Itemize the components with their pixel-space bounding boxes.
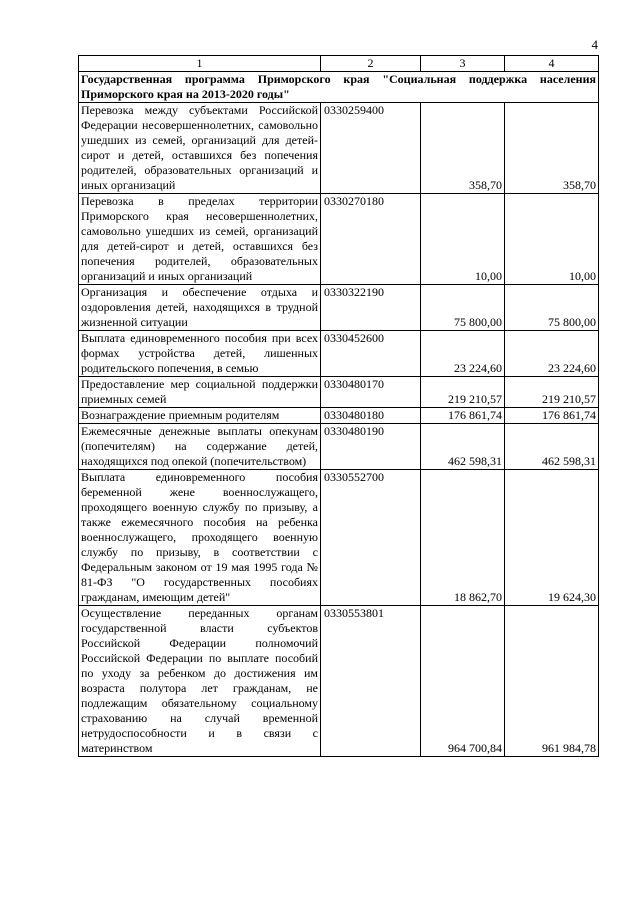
row-code: 0330480180 <box>321 408 421 424</box>
page-number: 4 <box>591 37 598 52</box>
row-name: Ежемесячные денежные выплаты опекунам (попечителям) на содержание детей, находящихся под опекой (попечительством) <box>79 424 321 470</box>
table-row <box>79 194 599 285</box>
table-row <box>79 424 599 470</box>
row-amount-col4: 19 624,30 <box>505 470 599 606</box>
row-amount-col4: 75 800,00 <box>505 285 599 331</box>
row-name: Перевозка между субъектами Российской Федерации несовершеннолетних, самовольно ушедших из семей, организаций для детей-сирот и детей, оставшихся без попечения родителей, образовательных организаций и иных организаций <box>79 103 321 194</box>
table-row <box>79 103 599 194</box>
row-amount-col3: 462 598,31 <box>421 424 505 470</box>
row-code: 0330553801 <box>321 606 421 757</box>
row-amount-col4: 462 598,31 <box>505 424 599 470</box>
table-row <box>79 377 599 408</box>
row-name: Вознаграждение приемным родителям <box>79 408 321 424</box>
row-name: Организация и обеспечение отдыха и оздоровления детей, находящихся в трудной жизненной ситуации <box>79 285 321 331</box>
row-amount-col3: 18 862,70 <box>421 470 505 606</box>
table-row <box>79 470 599 606</box>
row-amount-col3: 75 800,00 <box>421 285 505 331</box>
row-amount-col3: 10,00 <box>421 194 505 285</box>
row-name: Выплата единовременного пособия при всех формах устройства детей, лишенных родительского попечения, в семью <box>79 331 321 377</box>
column-header-3: 3 <box>421 56 505 72</box>
row-amount-col4: 176 861,74 <box>505 408 599 424</box>
column-header-row <box>79 56 599 72</box>
row-amount-col4: 358,70 <box>505 103 599 194</box>
row-name: Перевозка в пределах территории Приморского края несовершеннолетних, самовольно ушедших из семей, организаций для детей-сирот и детей, оставшихся без попечения родителей, образовательных организаций и иных организаций <box>79 194 321 285</box>
row-amount-col4: 10,00 <box>505 194 599 285</box>
row-amount-col3: 23 224,60 <box>421 331 505 377</box>
table-row <box>79 606 599 757</box>
table-row <box>79 331 599 377</box>
row-amount-col3: 358,70 <box>421 103 505 194</box>
row-amount-col3: 219 210,57 <box>421 377 505 408</box>
row-name: Выплата единовременного пособия беременной жене военнослужащего, проходящего военную службу по призыву, а также ежемесячного пособия на ребенка военнослужащего, проходящего военную службу по призыву, в соответствии с Федеральным законом от 19 мая 1995 года № 81-ФЗ "О государственных пособиях гражданам, имеющим детей" <box>79 470 321 606</box>
row-code: 0330452600 <box>321 331 421 377</box>
table-row <box>79 408 599 424</box>
column-header-1: 1 <box>79 56 321 72</box>
row-amount-col4: 23 224,60 <box>505 331 599 377</box>
row-amount-col4: 961 984,78 <box>505 606 599 757</box>
row-name: Осуществление переданных органам государственной власти субъектов Российской Федерации полномочий Российской Федерации по выплате пособий по уходу за ребенком до достижения им возраста полутора лет гражданам, не подлежащим обязательному социальному страхованию на случай временной нетрудоспособности и в связи с материнством <box>79 606 321 757</box>
row-amount-col3: 176 861,74 <box>421 408 505 424</box>
column-header-2: 2 <box>321 56 421 72</box>
table-body <box>79 56 599 757</box>
budget-table <box>78 55 599 757</box>
program-title: Государственная программа Приморского края "Социальная поддержка населения Приморского края на 2013-2020 годы" <box>79 72 599 103</box>
table-row <box>79 285 599 331</box>
row-amount-col4: 219 210,57 <box>505 377 599 408</box>
row-name: Предоставление мер социальной поддержки приемных семей <box>79 377 321 408</box>
row-code: 0330552700 <box>321 470 421 606</box>
program-title-row <box>79 72 599 103</box>
row-code: 0330480190 <box>321 424 421 470</box>
row-code: 0330270180 <box>321 194 421 285</box>
column-header-4: 4 <box>505 56 599 72</box>
row-code: 0330259400 <box>321 103 421 194</box>
row-amount-col3: 964 700,84 <box>421 606 505 757</box>
row-code: 0330480170 <box>321 377 421 408</box>
row-code: 0330322190 <box>321 285 421 331</box>
